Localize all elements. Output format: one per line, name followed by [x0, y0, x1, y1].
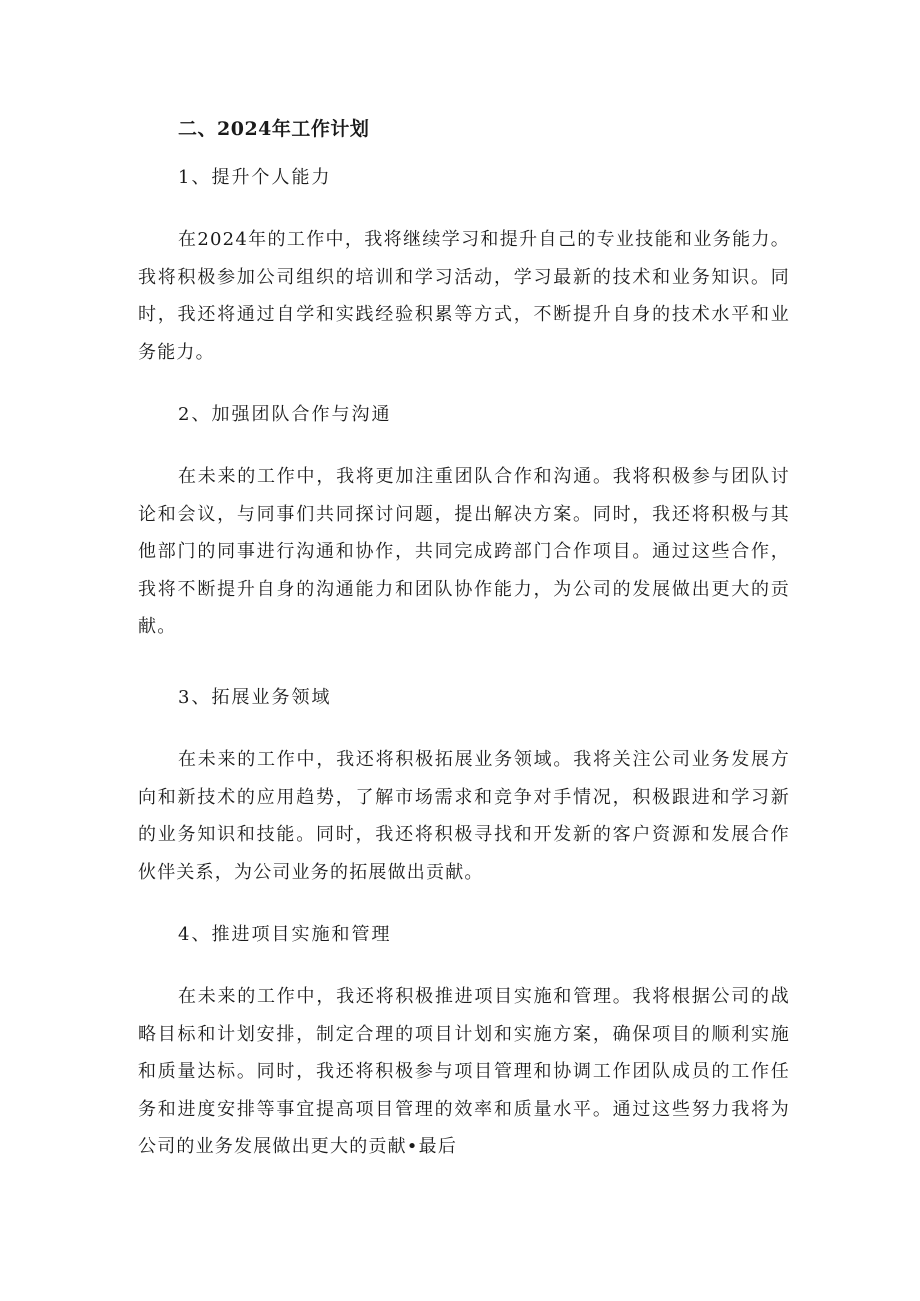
- item-paragraph-2: 在未来的工作中，我将更加注重团队合作和沟通。我将积极参与团队讨论和会议，与同事们共同探讨问题，提出解决方案。同时，我还将积极与其他部门的同事进行沟通和协作，共同完成跨部门合作项目。通过这些合作，我将不断提升自身的沟通能力和团队协作能力，为公司的发展做出更大的贡献。: [138, 466, 790, 637]
- item-paragraph-1: 在2024年的工作中，我将继续学习和提升自己的专业技能和业务能力。我将积极参加公司组织的培训和学习活动，学习最新的技术和业务知识。同时，我还将通过自学和实践经验积累等方式，不断提升自身的技术水平和业务能力。: [138, 229, 790, 363]
- item-heading-3: 3、拓展业务领域: [178, 687, 332, 708]
- section-title: 二、2024年工作计划: [178, 118, 370, 140]
- item-heading-2: 2、加强团队合作与沟通: [178, 404, 392, 425]
- item-paragraph-3: 在未来的工作中，我还将积极拓展业务领域。我将关注公司业务发展方向和新技术的应用趋势，了解市场需求和竞争对手情况，积极跟进和学习新的业务知识和技能。同时，我还将积极寻找和开发新的客户资源和发展合作伙伴关系，为公司业务的拓展做出贡献。: [138, 749, 790, 883]
- item-paragraph-4: 在未来的工作中，我还将积极推进项目实施和管理。我将根据公司的战略目标和计划安排，制定合理的项目计划和实施方案，确保项目的顺利实施和质量达标。同时，我还将积极参与项目管理和协调工作团队成员的工作任务和进度安排等事宜提高项目管理的效率和质量水平。通过这些努力我将为公司的业务发展做出更大的贡献•最后: [138, 986, 790, 1157]
- item-heading-1: 1、提升个人能力: [178, 167, 332, 188]
- item-heading-4: 4、推进项目实施和管理: [178, 924, 392, 945]
